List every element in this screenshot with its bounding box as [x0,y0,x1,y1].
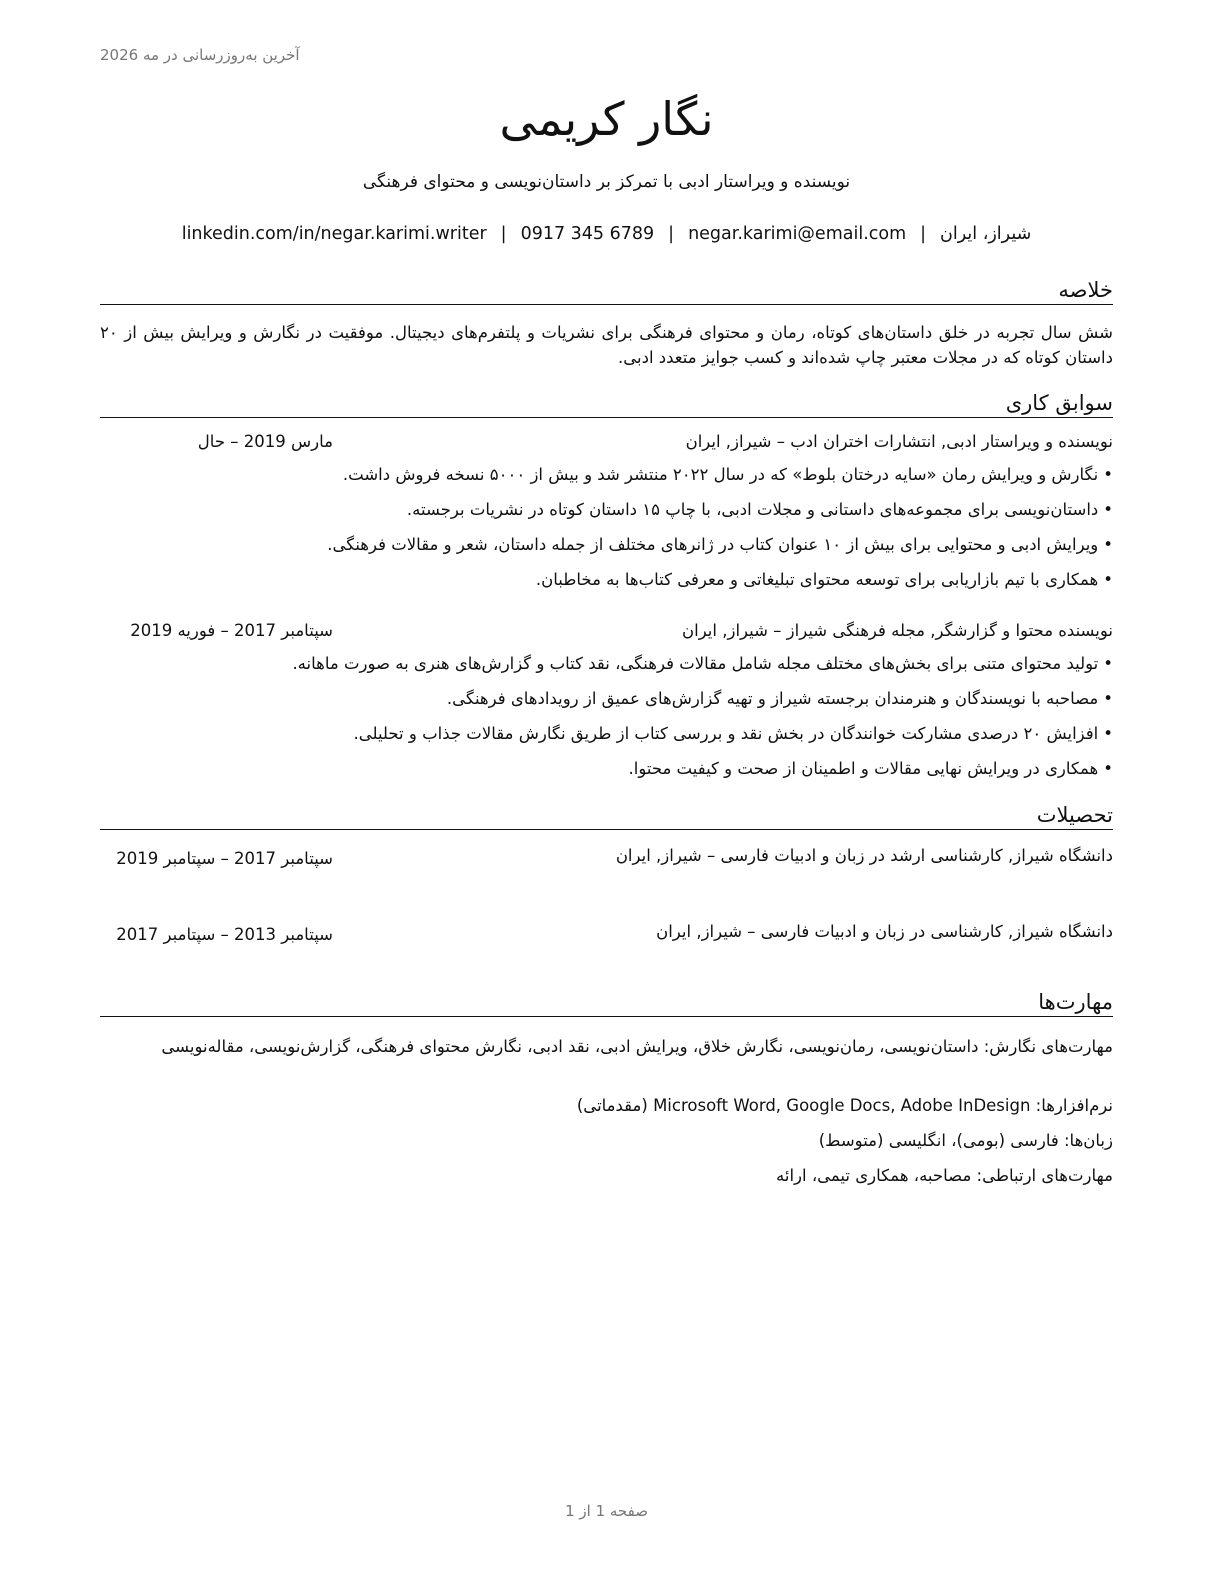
bullet-dot: • [1103,570,1113,589]
contact-line [100,224,1113,244]
skill-line: زبان‌ها: فارسی (بومی)، انگلیسی (متوسط) [818,1131,1113,1150]
list-item [100,463,1113,498]
bullet-text: تولید محتوای متنی برای بخش‌های مختلف مجله شامل مقالات فرهنگی، نقد کتاب و گزارش‌های هنری به صورت ماهانه. [292,654,1099,673]
bullet-dot: • [1103,654,1113,673]
bullet-dot: • [1103,500,1113,519]
bullet-text: همکاری در ویرایش نهایی مقالات و اطمینان از صحت و کیفیت محتوا. [628,759,1099,778]
list-item [100,568,1113,603]
skill-line: مهارت‌های ارتباطی: مصاحبه، همکاری تیمی، ارائه [776,1166,1113,1185]
bullet-text: همکاری با تیم بازاریابی برای توسعه محتوای تبلیغاتی و معرفی کتاب‌ها به مخاطبان. [535,570,1099,589]
bullet-dot: • [1103,724,1113,743]
list-item [100,498,1113,533]
bullet-text: نگارش و ویرایش رمان «سایه درختان بلوط» که در سال ۲۰۲۲ منتشر شد و بیش از ۵۰۰۰ نسخه فروش داشت. [342,465,1099,484]
candidate-name: نگار کریمی [499,92,714,146]
list-item [100,652,1113,687]
contact-linkedin[interactable]: linkedin.com/in/negar.karimi.writer [181,224,487,244]
job-bullets [100,463,1113,603]
summary-heading: خلاصه [100,277,1113,305]
education-item [100,846,1113,898]
contact-separator: | [920,224,927,244]
job-title: نویسنده محتوا و گزارشگر, مجله فرهنگی شیراز – شیراز, ایران [682,621,1113,640]
education-dates: سپتامبر 2013 – سپتامبر 2017 [116,925,333,944]
job-title: نویسنده و ویراستار ادبی, انتشارات اختران ادب – شیراز, ایران [685,432,1113,451]
resume-page [100,0,1113,1584]
experience-heading: سوابق کاری [100,390,1113,418]
contact-phone[interactable]: 0917 345 6789 [520,224,655,244]
contact-separator: | [500,224,507,244]
list-item [100,722,1113,757]
last-updated-note: آخرین به‌روزرسانی در مه 2026 [100,46,300,64]
list-item [100,687,1113,722]
job-bullets [100,652,1113,792]
bullet-text: ویرایش ادبی و محتوایی برای بیش از ۱۰ عنوان کتاب در ژانرهای مختلف از جمله داستان، شعر و مقالات فرهنگی. [327,535,1099,554]
bullet-dot: • [1103,759,1113,778]
bullet-dot: • [1103,535,1113,554]
summary-text: شش سال تجربه در خلق داستان‌های کوتاه، رمان و محتوای فرهنگی برای نشریات و پلتفرم‌های دیجیتال. موفقیت در نگارش و ویرایش بیش از ۲۰ داستان کوتاه که در مجلات معتبر چاپ شده‌اند و کسب جوایز متعدد ادبی. [100,323,1113,367]
contact-separator: | [668,224,675,244]
bullet-dot: • [1103,689,1113,708]
bullet-text: افزایش ۲۰ درصدی مشارکت خوانندگان در بخش نقد و بررسی کتاب از طریق نگارش مقالات جذاب و تحلیلی. [353,724,1099,743]
education-item [100,922,1113,974]
skill-line: نرم‌افزارها: Microsoft Word, Google Docs, Adobe InDesign (مقدماتی) [576,1096,1113,1115]
job-dates: سپتامبر 2017 – فوریه 2019 [130,621,333,640]
list-item [100,533,1113,568]
contact-location: شیراز، ایران [940,224,1032,244]
contact-email[interactable]: negar.karimi@email.com [688,224,907,244]
education-dates: سپتامبر 2017 – سپتامبر 2019 [116,849,333,868]
job-dates: مارس 2019 – حال [197,432,333,451]
education-heading: تحصیلات [100,802,1113,830]
list-item [100,757,1113,792]
job-heading [100,432,1113,456]
bullet-text: مصاحبه با نویسندگان و هنرمندان برجسته شیراز و تهیه گزارش‌های عمیق از رویدادهای فرهنگی. [446,689,1099,708]
page-number: صفحه 1 از 1 [565,1502,648,1520]
bullet-dot: • [1103,465,1113,484]
headline: نویسنده و ویراستار ادبی با تمرکز بر داستان‌نویسی و محتوای فرهنگی [362,172,851,192]
education-degree: دانشگاه شیراز, کارشناسی در زبان و ادبیات فارسی – شیراز, ایران [656,922,1113,941]
skills-heading: مهارت‌ها [100,989,1113,1017]
bullet-text: داستان‌نویسی برای مجموعه‌های داستانی و مجلات ادبی، با چاپ ۱۵ داستان کوتاه در نشریات برجسته. [406,500,1099,519]
education-degree: دانشگاه شیراز, کارشناسی ارشد در زبان و ادبیات فارسی – شیراز, ایران [615,846,1113,865]
job-heading [100,621,1113,645]
skill-line: مهارت‌های نگارش: داستان‌نویسی، رمان‌نویسی، نگارش خلاق، ویرایش ادبی، نقد ادبی، نگارش محتوای فرهنگی، گزارش‌نویسی، مقاله‌نویسی [161,1037,1113,1056]
